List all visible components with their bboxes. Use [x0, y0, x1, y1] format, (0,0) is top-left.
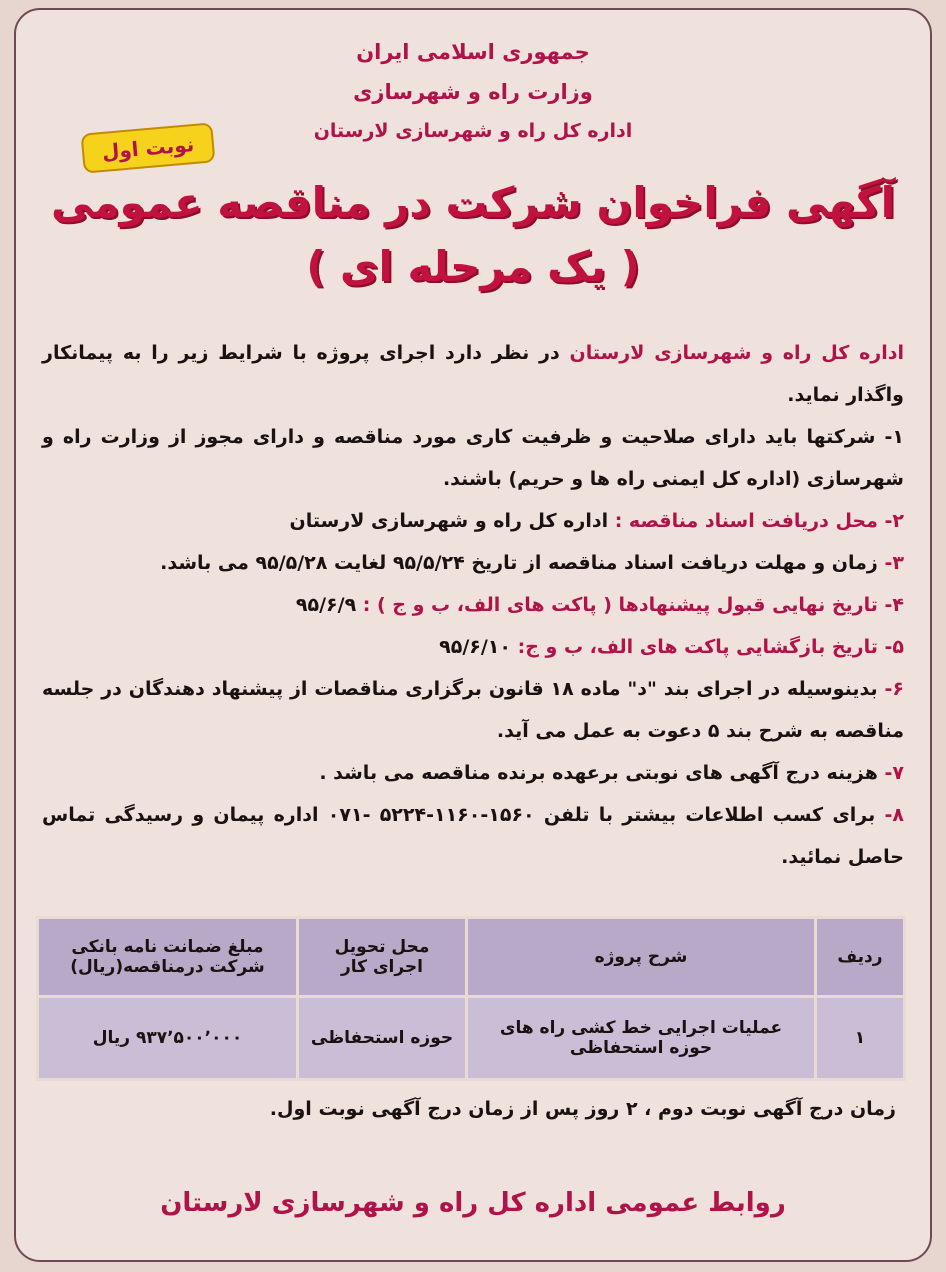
item-6-label: ۶- — [877, 678, 904, 700]
item-5-label: ۵- تاریخ بازگشایی پاکت های الف، ب و ج: — [511, 636, 904, 658]
item-2-value: اداره کل راه و شهرسازی لارستان — [289, 510, 609, 532]
item-3-value: زمان و مهلت دریافت اسناد مناقصه از تاریخ ۹۵/۵/۲۴ لغایت ۹۵/۵/۲۸ می باشد. — [160, 552, 878, 574]
item-6-value: بدینوسیله در اجرای بند "د" ماده ۱۸ قانون برگزاری مناقصات از پیشنهاد دهندگان در جلسه مناقصه به شرح بند ۵ دعوت به عمل می آید. — [42, 678, 904, 742]
item-3-label: ۳- — [877, 552, 904, 574]
header-guarantee: مبلغ ضمانت نامه بانکی شرکت درمناقصه(ریال) — [38, 918, 298, 997]
announcement-body — [42, 332, 904, 878]
item-2-label: ۲- محل دریافت اسناد مناقصه : — [608, 510, 904, 532]
header-row-no: ردیف — [816, 918, 905, 997]
intro-paragraph — [42, 332, 904, 416]
first-round-badge: نوبت اول — [81, 122, 216, 173]
item-3 — [42, 542, 904, 584]
intro-text: در نظر دارد اجرای پروژه با شرایط زیر را به پیمانکار واگذار نماید. — [42, 342, 904, 406]
announcement-subtitle: ( یک مرحله ای ) — [306, 242, 640, 291]
announcement-title: آگهی فراخوان شرکت در مناقصه عمومی — [50, 178, 896, 227]
cell-guarantee: ۹۳۷٬۵۰۰٬۰۰۰ ریال — [38, 997, 298, 1080]
header-country: جمهوری اسلامی ایران — [356, 40, 590, 64]
header-ministry: وزارت راه و شهرسازی — [353, 80, 593, 104]
table-header-row — [38, 918, 905, 997]
public-relations-signature: روابط عمومی اداره کل راه و شهرسازی لارستان — [160, 1188, 786, 1218]
item-4 — [42, 584, 904, 626]
item-5 — [42, 626, 904, 668]
item-8-label: ۸- — [875, 804, 904, 826]
header-desc: شرح پروژه — [467, 918, 816, 997]
item-8 — [42, 794, 904, 878]
cell-desc: عملیات اجرایی خط کشی راه های حوزه استحفاظی — [467, 997, 816, 1080]
header-department: اداره کل راه و شهرسازی لارستان — [313, 120, 633, 142]
cell-location: حوزه استحفاظی — [298, 997, 467, 1080]
item-7-label: ۷- — [877, 762, 904, 784]
item-2 — [42, 500, 904, 542]
second-round-note: زمان درج آگهی نوبت دوم ، ۲ روز پس از زمان درج آگهی نوبت اول. — [269, 1098, 896, 1120]
item-7-value: هزینه درج آگهی های نوبتی برعهده برنده مناقصه می باشد . — [319, 762, 878, 784]
header-location: محل تحویل اجرای کار — [298, 918, 467, 997]
item-7 — [42, 752, 904, 794]
tender-table — [36, 916, 906, 1081]
intro-org: اداره کل راه و شهرسازی لارستان — [569, 342, 905, 364]
item-4-label: ۴- تاریخ نهایی قبول پیشنهادها ( پاکت های الف، ب و ج ) : — [356, 594, 904, 616]
item-8-value: برای کسب اطلاعات بیشتر با تلفن ۱۵۶۰-۱۱۶۰-۵۲۲۴ -۰۷۱ اداره پیمان و رسیدگی تماس حاصل نمائید. — [42, 804, 904, 868]
table-row — [38, 997, 905, 1080]
cell-row-no: ۱ — [816, 997, 905, 1080]
item-5-value: ۹۵/۶/۱۰ — [439, 636, 512, 658]
announcement-panel — [14, 8, 932, 1262]
item-4-value: ۹۵/۶/۹ — [295, 594, 357, 616]
item-6 — [42, 668, 904, 752]
item-1: ۱- شرکتها باید دارای صلاحیت و ظرفیت کاری مورد مناقصه و دارای مجوز از وزارت راه و شهرسازی (اداره کل ایمنی راه ها و حریم) باشند. — [42, 426, 904, 490]
